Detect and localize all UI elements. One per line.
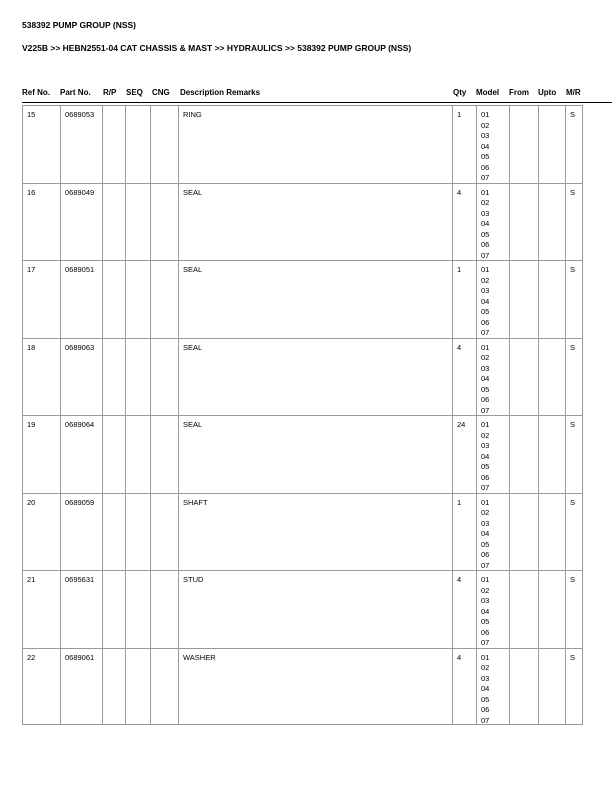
table-row — [22, 105, 583, 183]
cng-cell — [150, 184, 178, 261]
page-title: 538392 PUMP GROUP (NSS) — [22, 20, 137, 30]
model-code: 03 — [481, 673, 490, 683]
model-code: 03 — [481, 131, 490, 140]
upto-cell — [538, 339, 565, 416]
rp-cell — [102, 106, 125, 183]
ref-no-cell: 22 — [22, 649, 60, 725]
table-row — [22, 493, 583, 571]
column-header-qty: Qty — [453, 88, 467, 97]
model-code: 01 — [481, 652, 490, 662]
model-code: 02 — [481, 275, 490, 285]
model-code: 03 — [481, 441, 490, 450]
cng-cell — [150, 339, 178, 416]
model-code: 02 — [481, 198, 490, 207]
model-code: 04 — [481, 219, 490, 228]
column-header-upto: Upto — [538, 88, 557, 97]
ref-no-cell: 16 — [22, 184, 60, 261]
table-row — [22, 415, 583, 493]
mr-cell: S — [565, 184, 583, 261]
model-code: 07 — [481, 638, 490, 647]
description-cell: SEAL — [178, 339, 452, 416]
model-cell — [476, 106, 509, 183]
model-list — [481, 343, 509, 417]
model-code: 05 — [481, 462, 490, 471]
upto-cell — [538, 261, 565, 338]
seq-cell — [125, 184, 150, 261]
part-no-cell: 0689064 — [60, 416, 102, 493]
mr-cell: S — [565, 494, 583, 571]
model-code: 01 — [481, 110, 490, 119]
model-code: 05 — [481, 307, 490, 316]
model-list — [481, 498, 509, 572]
ref-no-cell: 15 — [22, 106, 60, 183]
seq-cell — [125, 571, 150, 648]
from-cell — [509, 106, 538, 183]
description-cell: SHAFT — [178, 494, 452, 571]
ref-no-cell: 21 — [22, 571, 60, 648]
column-header-rp: R/P — [103, 88, 117, 97]
upto-cell — [538, 106, 565, 183]
qty-cell: 24 — [452, 416, 476, 493]
rp-cell — [102, 571, 125, 648]
rp-cell — [102, 494, 125, 571]
upto-cell — [538, 494, 565, 571]
model-code: 04 — [481, 451, 490, 461]
model-code: 04 — [481, 529, 490, 538]
table-row — [22, 183, 583, 261]
column-header-from: From — [509, 88, 529, 97]
model-code: 06 — [481, 317, 490, 327]
model-code: 06 — [481, 705, 490, 714]
description-cell: SEAL — [178, 261, 452, 338]
model-code: 03 — [481, 363, 490, 373]
model-code: 04 — [481, 141, 490, 151]
description-cell: STUD — [178, 571, 452, 648]
parts-table — [22, 105, 583, 725]
model-code: 02 — [481, 430, 490, 440]
mr-cell: S — [565, 571, 583, 648]
model-code: 05 — [481, 384, 490, 394]
model-code: 01 — [481, 187, 490, 197]
from-cell — [509, 184, 538, 261]
cng-cell — [150, 571, 178, 648]
model-code: 05 — [481, 694, 490, 704]
part-no-cell: 0695631 — [60, 571, 102, 648]
cng-cell — [150, 494, 178, 571]
model-code: 07 — [481, 560, 490, 570]
from-cell — [509, 494, 538, 571]
qty-cell: 1 — [452, 261, 476, 338]
column-header-part: Part No. — [60, 88, 91, 97]
part-no-cell: 0689063 — [60, 339, 102, 416]
model-code: 02 — [481, 508, 490, 517]
part-no-cell: 0689049 — [60, 184, 102, 261]
model-cell — [476, 184, 509, 261]
model-cell — [476, 261, 509, 338]
model-code: 06 — [481, 395, 490, 404]
part-no-cell: 0689059 — [60, 494, 102, 571]
seq-cell — [125, 649, 150, 725]
mr-cell: S — [565, 649, 583, 725]
model-cell — [476, 416, 509, 493]
header-divider — [22, 102, 612, 103]
upto-cell — [538, 649, 565, 725]
model-code: 02 — [481, 585, 490, 595]
mr-cell: S — [565, 416, 583, 493]
model-code: 07 — [481, 405, 490, 415]
seq-cell — [125, 494, 150, 571]
model-code: 01 — [481, 497, 490, 507]
model-code: 07 — [481, 328, 490, 337]
column-header-mr: M/R — [566, 88, 581, 97]
ref-no-cell: 20 — [22, 494, 60, 571]
qty-cell: 4 — [452, 571, 476, 648]
cng-cell — [150, 261, 178, 338]
model-list — [481, 110, 509, 184]
description-cell: SEAL — [178, 416, 452, 493]
model-list — [481, 188, 509, 262]
model-code: 02 — [481, 353, 490, 362]
model-code: 05 — [481, 229, 490, 239]
model-code: 01 — [481, 575, 490, 584]
from-cell — [509, 649, 538, 725]
mr-cell: S — [565, 261, 583, 338]
model-code: 04 — [481, 296, 490, 306]
model-code: 06 — [481, 550, 490, 559]
model-code: 06 — [481, 472, 490, 482]
model-code: 03 — [481, 596, 490, 605]
part-no-cell: 0689053 — [60, 106, 102, 183]
model-code: 04 — [481, 684, 490, 693]
table-row — [22, 260, 583, 338]
model-code: 06 — [481, 162, 490, 172]
table-row — [22, 648, 583, 726]
model-code: 02 — [481, 120, 490, 130]
model-code: 07 — [481, 715, 490, 725]
model-code: 06 — [481, 627, 490, 637]
rp-cell — [102, 339, 125, 416]
model-code: 03 — [481, 518, 490, 528]
model-code: 07 — [481, 250, 490, 260]
model-list — [481, 265, 509, 339]
model-cell — [476, 494, 509, 571]
rp-cell — [102, 416, 125, 493]
model-code: 07 — [481, 483, 490, 492]
from-cell — [509, 416, 538, 493]
upto-cell — [538, 416, 565, 493]
qty-cell: 1 — [452, 494, 476, 571]
cng-cell — [150, 649, 178, 725]
seq-cell — [125, 416, 150, 493]
model-code: 01 — [481, 265, 490, 274]
description-cell: WASHER — [178, 649, 452, 725]
qty-cell: 4 — [452, 339, 476, 416]
model-code: 03 — [481, 286, 490, 295]
model-cell — [476, 649, 509, 725]
model-list — [481, 575, 509, 649]
model-code: 05 — [481, 152, 490, 161]
breadcrumb: V225B >> HEBN2551-04 CAT CHASSIS & MAST >> HYDRAULICS >> 538392 PUMP GROUP (NSS) — [22, 43, 412, 53]
cng-cell — [150, 416, 178, 493]
table-header — [22, 88, 612, 102]
model-list — [481, 653, 509, 727]
ref-no-cell: 17 — [22, 261, 60, 338]
model-cell — [476, 571, 509, 648]
model-code: 04 — [481, 374, 490, 383]
mr-cell: S — [565, 106, 583, 183]
upto-cell — [538, 571, 565, 648]
from-cell — [509, 261, 538, 338]
model-code: 05 — [481, 539, 490, 549]
model-code: 06 — [481, 240, 490, 249]
model-code: 02 — [481, 663, 490, 672]
rp-cell — [102, 649, 125, 725]
model-code: 05 — [481, 617, 490, 626]
cng-cell — [150, 106, 178, 183]
from-cell — [509, 571, 538, 648]
part-no-cell: 0689051 — [60, 261, 102, 338]
model-cell — [476, 339, 509, 416]
table-row — [22, 338, 583, 416]
seq-cell — [125, 261, 150, 338]
ref-no-cell: 19 — [22, 416, 60, 493]
qty-cell: 4 — [452, 184, 476, 261]
model-list — [481, 420, 509, 494]
seq-cell — [125, 106, 150, 183]
model-code: 07 — [481, 173, 490, 182]
column-header-ref: Ref No. — [22, 88, 50, 97]
rp-cell — [102, 184, 125, 261]
model-code: 04 — [481, 606, 490, 616]
ref-no-cell: 18 — [22, 339, 60, 416]
part-no-cell: 0689061 — [60, 649, 102, 725]
column-header-seq: SEQ — [126, 88, 143, 97]
rp-cell — [102, 261, 125, 338]
upto-cell — [538, 184, 565, 261]
description-cell: RING — [178, 106, 452, 183]
model-code: 03 — [481, 208, 490, 218]
qty-cell: 4 — [452, 649, 476, 725]
mr-cell: S — [565, 339, 583, 416]
description-cell: SEAL — [178, 184, 452, 261]
seq-cell — [125, 339, 150, 416]
model-code: 01 — [481, 342, 490, 352]
column-header-desc: Description Remarks — [180, 88, 261, 97]
table-row — [22, 570, 583, 648]
from-cell — [509, 339, 538, 416]
qty-cell: 1 — [452, 106, 476, 183]
column-header-cng: CNG — [152, 88, 170, 97]
model-code: 01 — [481, 420, 490, 429]
column-header-model: Model — [476, 88, 500, 97]
